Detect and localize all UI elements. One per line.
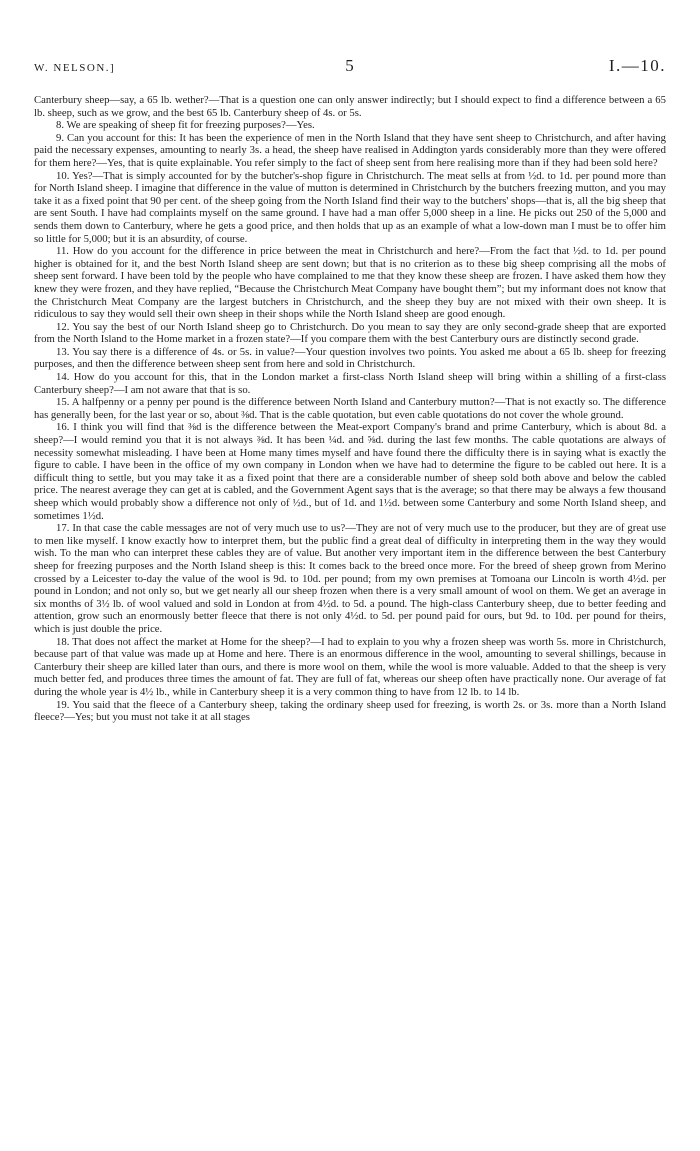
paragraph: 16. I think you will find that ⅜d is the difference between the Meat-export Company's brand and prime Canterbury, which is about 8d. a sheep?—I would remind you that it is not always ⅜d. It has been ¼d. and ⅝d. during the last few months. The cable quotations are always of necessity somewhat misleading. I have been at Home many times myself and have found there the difficulty there is in saying what is exactly the figure to cable. I have been in the office of my own company in London when we have had to determine the figure to be cabled out here. It is a difficult thing to settle, but you may take it as a fixed point that there are a considerable number of sheep sold both above and below the cabled price. The nearest average they can get at is cabled, and the Government Agent says that is the average; so that there may be always a few thousand sheep which would probably show a difference not only of ½d., but of 1d. and 1½d. between some Canterbury and some North Island sheep, and sometimes 1½d.	[34, 421, 666, 522]
paragraph: 13. You say there is a difference of 4s. or 5s. in value?—Your question involves two points. You asked me about a 65 lb. sheep for freezing purposes, and then the difference between sheep sent from here and sold in Christchurch.	[34, 345, 666, 371]
paragraph: 9. Can you account for this: It has been the experience of men in the North Island that they have sent sheep to Christchurch, and after having paid the necessary expenses, amounting to nearly 3s. a head, the sheep have realised in Addington yards considerably more than they were offered for them here?—Yes, that is quite explainable. You refer simply to the fact of sheep sent from here realising more than if they had been sold here?	[34, 131, 666, 169]
paragraph: 8. We are speaking of sheep fit for freezing purposes?—Yes.	[56, 119, 315, 132]
page-number: 5	[345, 56, 355, 75]
paragraph: 12. You say the best of our North Island sheep go to Christchurch. Do you mean to say they are only second-grade sheep that are exported from the North Island to the Home market in a frozen state?—If you compare them with the best Canterbury ours are distinctly second grade.	[34, 320, 666, 346]
witness-name: W. NELSON.]	[34, 62, 116, 74]
paragraph: 15. A halfpenny or a penny per pound is the difference between North Island and Canterbury mutton?—That is not exactly so. The difference has generally been, for the last year or so, about ⅜d. That is the cable quotation, but even cable quotations do not cover the whole ground.	[34, 396, 666, 421]
paragraph: 11. How do you account for the difference in price between the meat in Christchurch and here?—From the fact that ½d. to 1d. per pound higher is obtained for it, and the best North Island sheep are sent down; but that is no criterion as to these big sheep comprising all the mobs of sheep sent forward. I have been told by the people who have complained to me that they know these sheep are frozen. I have asked them how they knew they were frozen, and they have replied, “Because the Christchurch Meat Company have bought them”; but my informant does not know that the Christchurch Meat Company are the largest butchers in Christchurch, and the sheep they buy are not mixed with their own sheep. It is ridiculous to say they would sell their own sheep in their shops while the North Island sheep are good enough.	[34, 245, 666, 321]
paragraph: 18. That does not affect the market at Home for the sheep?—I had to explain to you why a frozen sheep was worth 5s. more in Christchurch, because part of that value was made up at Home and here. There is an enormous difference in the wool, amounting to several shillings, because in Canterbury their sheep are killed later than ours, and there is more wool on them, while the wool is more valuable. Added to that the sheep is very much better fed, and produces three times the amount of fat. They are full of fat, whereas our sheep often have practically none. Our average of fat during the whole year is 4½ lb., while in Canterbury sheep it is a very common thing to have from 12 lb. to 14 lb.	[34, 635, 666, 698]
paragraph: 14. How do you account for this, that in the London market a first-class North Island sheep will bring within a shilling of a first-class Canterbury sheep?—I am not aware that that is so.	[34, 371, 666, 396]
paragraph: 17. In that case the cable messages are not of very much use to us?—They are not of very much use to the producer, but they are of great use to men like myself. I know exactly how to interpret them, but the public find a great deal of difficulty in interpreting them in the way they would wish. To the man who can interpret these cables they are of value. But another very important item in the difference between the best Canterbury sheep for freezing purposes and the North Island sheep is this: It comes back to the breed once more. For the breed of sheep grown from Merino crossed by a Leicester to-day the value of the wool is 9d. to 10d. per pound; from my own premises at Tomoana our Lincoln is worth 4½d. per pound in London; and not only so, but we get nearly all our sheep frozen when there is a very small amount of wool on them. We get an average in six months of 3½ lb. of wool valued and sold in London at from 4½d. to 5d. a pound. The high-class Canterbury sheep, due to better feeding and attention, grow such an enormously better fleece that there is not only 4½d. to 5d. per pound paid for ours, but 9d. to 10d. per pound for theirs, which is just double the price.	[34, 522, 666, 635]
paragraph: 19. You said that the fleece of a Canterbury sheep, taking the ordinary sheep used for freezing, is worth 2s. or 3s. more than a North Island fleece?—Yes; but you must not take it at all stages	[34, 698, 666, 724]
paragraph: Canterbury sheep—say, a 65 lb. wether?—That is a question one can only answer indirectly; but I should expect to find a difference between a 65 lb. sheep, such as we grow, and the best 65 lb. Canterbury sheep of 4s. or 5s.	[34, 94, 666, 119]
body-text	[34, 94, 666, 724]
page-header	[34, 56, 666, 78]
document-reference: I.—10.	[608, 56, 666, 75]
paragraph: 10. Yes?—That is simply accounted for by the butcher's-shop figure in Christchurch. The meat sells at from ½d. to 1d. per pound more than for North Island sheep. I imagine that difference in the value of mutton is determined in Christchurch by the butchers freezing mutton, and you may take it as a fixed point that 90 per cent. of the sheep going from the North Island find their way to the butchers' shops—that is, all the big sheep that are sent South. I have had complaints myself on the same ground. I have had a man offer 5,000 sheep in a line. He picks out 250 of the 5,000 and sends them down to Canterbury, where he gets a good price, and then holds that up as an example of what a low-down man I must be to offer him so little for 5,000; but it is an absurdity, of course.	[34, 169, 666, 245]
